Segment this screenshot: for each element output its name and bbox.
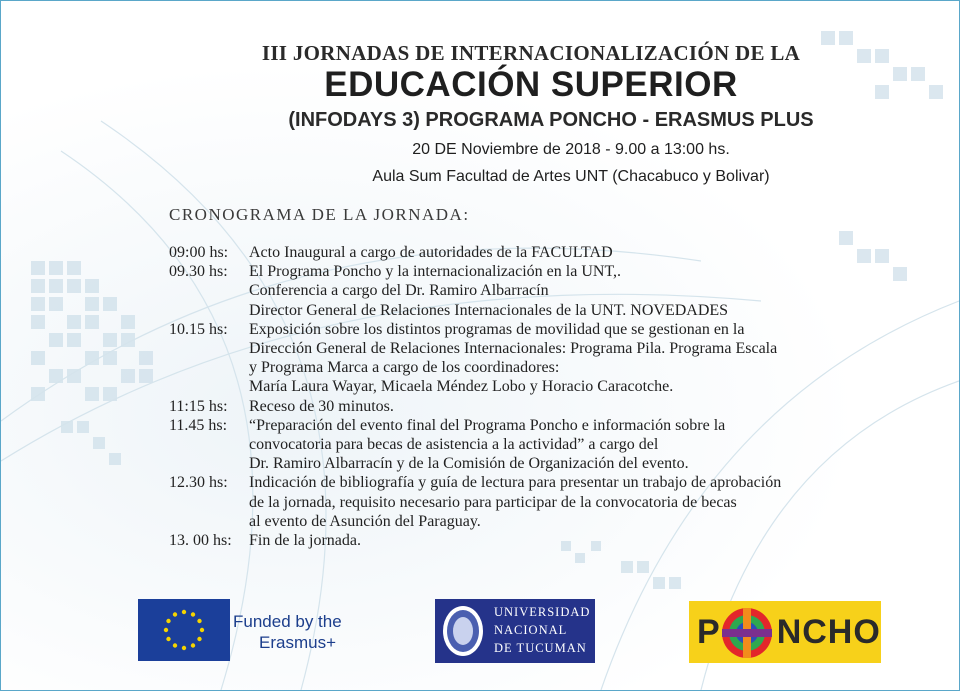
poncho-wordmark: P NCHO [697,613,881,651]
schedule-time: 09.30 hs: [169,263,228,281]
erasmus-line2: Erasmus+ [259,633,336,652]
unt-seal-icon [435,599,491,663]
schedule-item [169,262,949,320]
schedule-text: Exposición sobre los distintos programas de movilidad que se gestionan en la [249,320,745,338]
schedule-time: 09:00 hs: [169,244,229,261]
schedule-text: Conferencia a cargo del Dr. Ramiro Albarracín [249,282,549,300]
unt-line3: DE TUCUMAN [494,641,587,655]
event-subtitle: (INFODAYS 3) PROGRAMA PONCHO - ERASMUS PLUS [288,109,814,131]
schedule-time: 11.45 hs: [169,416,228,434]
schedule-text: Fin de la jornada. [249,532,361,550]
schedule-text: “Preparación del evento final del Programa Poncho e información sobre la [249,416,726,434]
eu-stars-icon [138,599,230,661]
schedule-text: Director General de Relaciones Internacionales de la UNT. NOVEDADES [249,301,729,319]
event-title-main: EDUCACIÓN SUPERIOR [324,65,738,104]
eu-flag-logo [138,599,230,661]
event-date: 20 DE Noviembre de 2018 - 9.00 a 13:00 hs. [412,141,730,158]
schedule-text: Acto Inaugural a cargo de autoridades de la FACULTAD [249,244,613,261]
schedule-time: 12.30 hs: [169,474,228,492]
schedule-text: al evento de Asunción del Paraguay. [249,512,481,530]
erasmus-funding-text [233,611,342,653]
schedule-text: María Laura Wayar, Micaela Méndez Lobo y Horacio Caracotche. [249,378,674,396]
schedule-item [169,531,949,550]
schedule-text: y Programa Marca a cargo de los coordinadores: [249,359,560,377]
erasmus-line1: Funded by the [233,612,342,631]
schedule-item [169,397,949,416]
schedule-list [169,243,949,550]
schedule-text: convocatoria para becas de asistencia a la actividad” a cargo del [249,436,659,454]
unt-line1: UNIVERSIDAD [494,605,591,619]
schedule-text: Dr. Ramiro Albarracín y de la Comisión de Organización del evento. [249,455,689,473]
schedule-text: El Programa Poncho y la internacionalización en la UNT,. [249,263,622,281]
schedule-text: Receso de 30 minutos. [249,397,394,415]
schedule-time: 10.15 hs: [169,320,228,338]
event-venue: Aula Sum Facultad de Artes UNT (Chacabuco y Bolivar) [372,168,770,185]
schedule-text: Indicación de bibliografía y guía de lectura para presentar un trabajo de aprobación [249,474,782,492]
schedule-item [169,320,949,397]
schedule-text: de la jornada, requisito necesario para participar de la convocatoria de becas [249,493,737,511]
schedule-time: 13. 00 hs: [169,532,232,550]
schedule-item [169,243,949,262]
schedule-item [169,416,949,474]
schedule-text: Dirección General de Relaciones Internacionales: Programa Pila. Programa Escala [249,340,778,358]
unt-name [494,603,590,657]
event-title-line1: III JORNADAS DE INTERNACIONALIZACIÓN DE LA [261,41,801,65]
unt-line2: NACIONAL [494,623,568,637]
schedule-item [169,473,949,531]
schedule-time: 11:15 hs: [169,397,228,415]
schedule-heading: CRONOGRAMA DE LA JORNADA: [169,205,470,224]
